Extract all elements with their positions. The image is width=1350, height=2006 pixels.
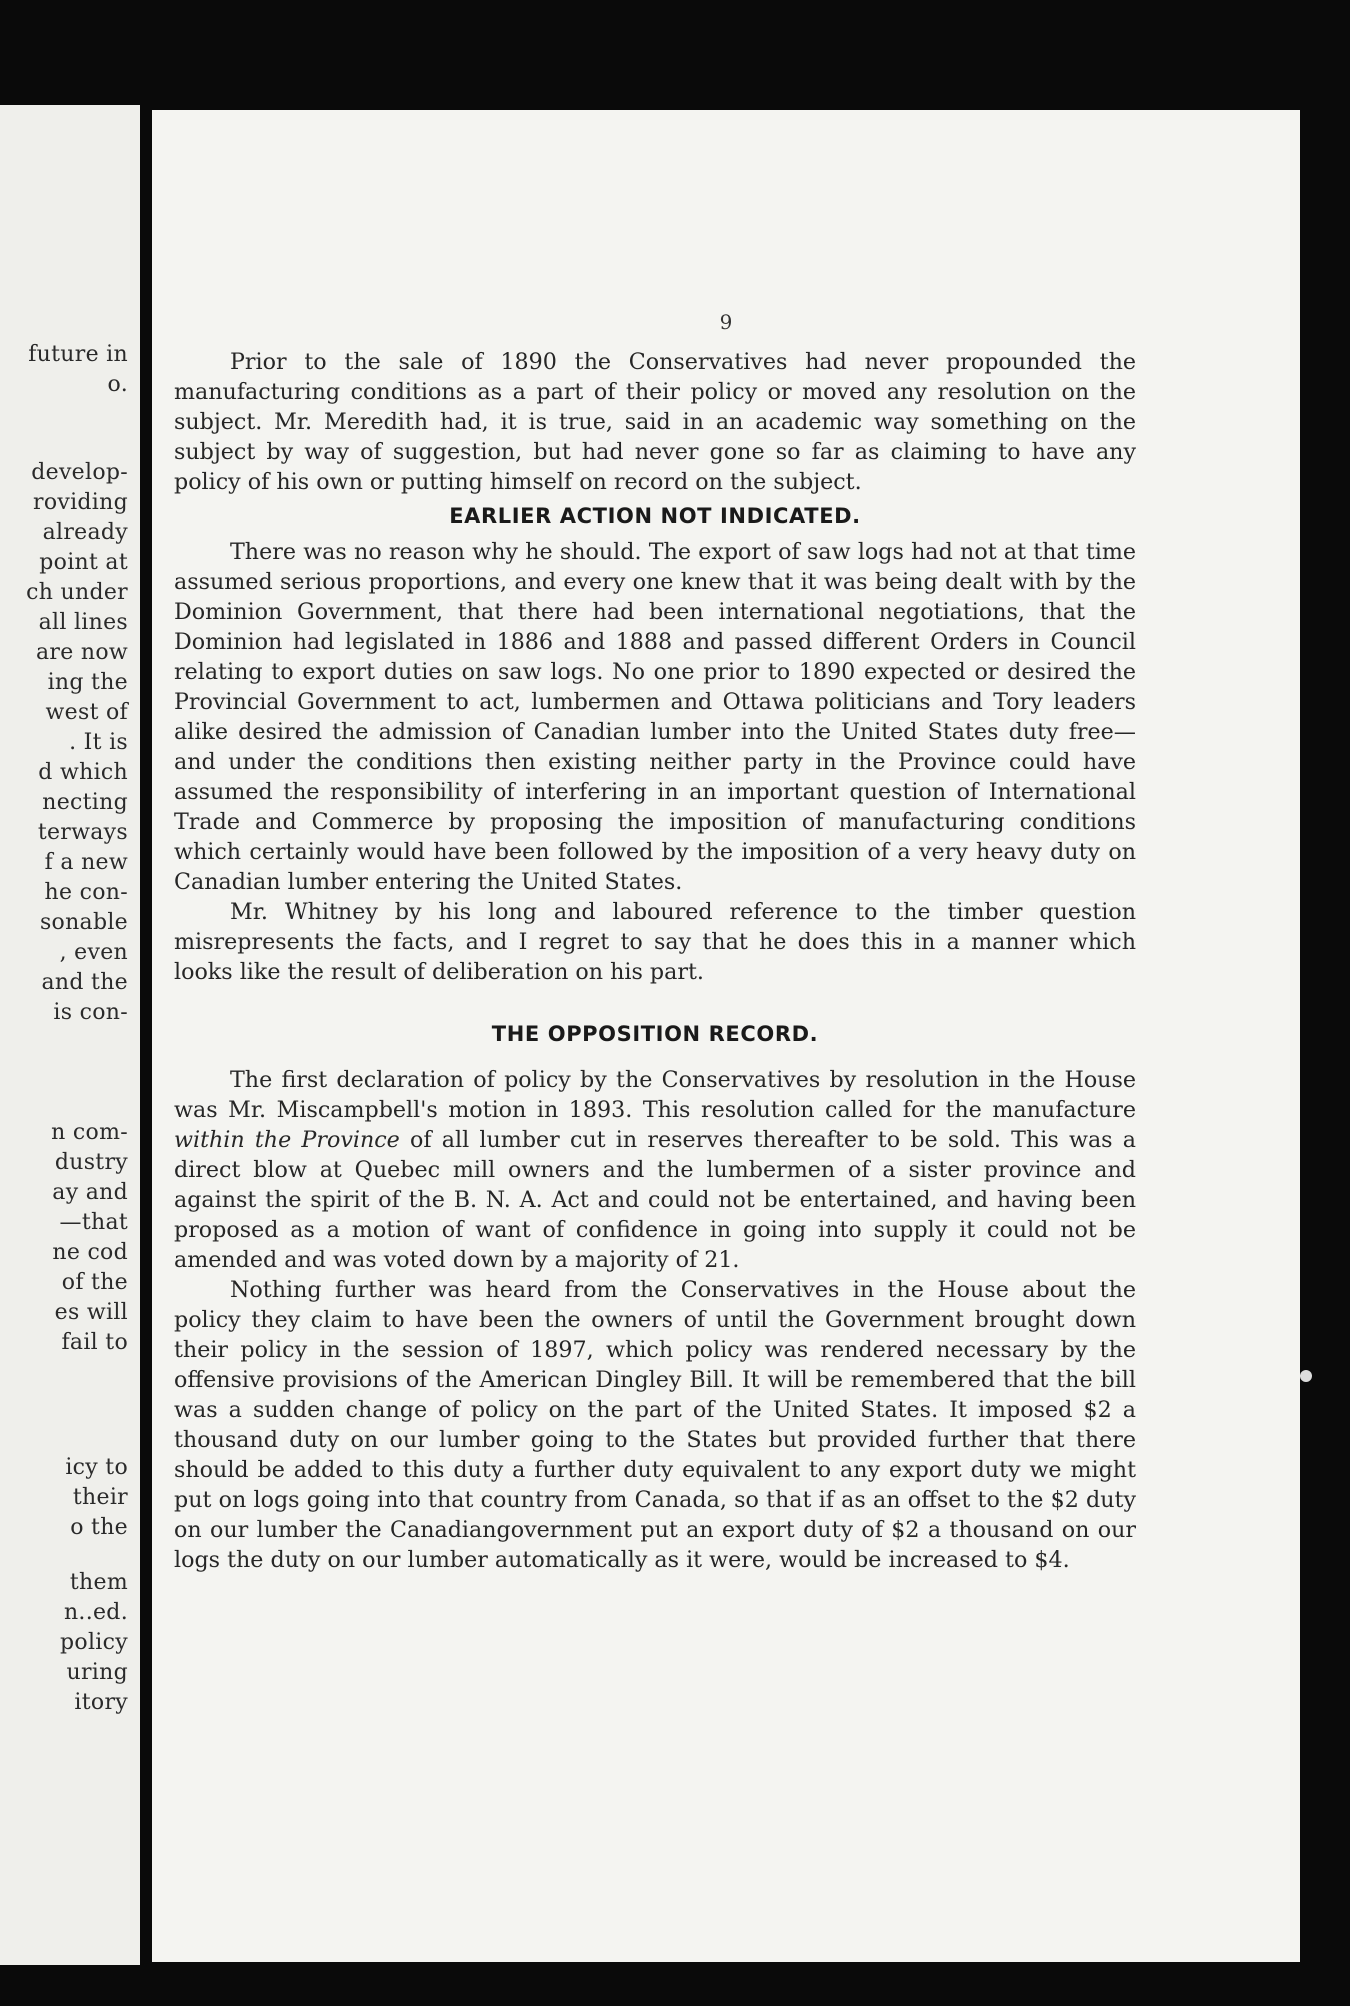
left-text-fragment: policy (60, 1630, 128, 1655)
left-text-fragment: fail to (61, 1330, 128, 1355)
left-text-fragment: is con- (53, 1000, 128, 1025)
paragraph: Prior to the sale of 1890 the Conservatives had never propounded the manufacturing conditions as a part of their policy or moved any resolution on the subject. Mr. Meredith had, it is true, said in an academic way something on the subject by way of suggestion, but had never gone so far as claiming to have any policy of his own or putting himself on record on the subject. (174, 349, 1136, 495)
left-text-fragment: ne cod (52, 1240, 128, 1265)
left-text-fragment: already (42, 520, 128, 545)
left-text-fragment: o. (107, 372, 128, 397)
italic-emphasis: within the Province (174, 1127, 400, 1153)
left-text-fragment: of the (61, 1270, 128, 1295)
left-text-fragment: n..ed. (63, 1600, 128, 1625)
paragraph (174, 1065, 1136, 1275)
left-text-fragment: terways (37, 820, 128, 845)
left-text-fragment: point at (39, 550, 128, 575)
document-page (152, 110, 1300, 1962)
left-text-fragment: west of (45, 700, 128, 725)
left-text-fragment: uring (66, 1660, 128, 1685)
paragraph: Nothing further was heard from the Conservatives in the House about the policy they claim to have been the owners of until the Government brought down their policy in the session of 1897, which policy was rendered necessary by the offensive provisions of the American Dingley Bill. It will be remembered that the bill was a sudden change of policy on the part of the United States. It imposed $2 a thousand duty on our lumber going to the States but provided further that there should be added to this duty a further duty equivalent to any export duty we might put on logs going into that country from Canada, so that if as an offset to the $2 duty on our lumber the Canadiangovernment put an export duty of $2 a thousand on our logs the duty on our lumber automatically as it were, would be increased to $4. (174, 1277, 1136, 1573)
left-text-fragment: n com- (51, 1120, 128, 1145)
body-text (174, 347, 1136, 1575)
left-text-fragment: —that (59, 1210, 128, 1235)
scan-mark (1300, 1370, 1312, 1382)
left-text-fragment: d which (38, 760, 128, 785)
paragraph: Mr. Whitney by his long and laboured reference to the timber question misrepresents the facts, and I regret to say that he does this in a manner which looks like the result of deliberation on his part. (174, 899, 1136, 985)
left-text-fragment: and the (41, 970, 128, 995)
left-text-fragment: dustry (54, 1150, 128, 1175)
left-text-fragment: sonable (39, 910, 128, 935)
left-text-fragment: , even (59, 940, 128, 965)
left-page-fragment (0, 105, 140, 1965)
paragraph: There was no reason why he should. The export of saw logs had not at that time assumed serious proportions, and every one knew that it was being dealt with by the Dominion Government, that there had been international negotiations, that the Dominion had legislated in 1886 and 1888 and passed different Orders in Council relating to export duties on saw logs. No one prior to 1890 expected or desired the Provincial Government to act, lumbermen and Ottawa politicians and Tory leaders alike desired the admission of Canadian lumber into the United States duty free—and under the conditions then existing neither party in the Province could have assumed the responsibility of interfering in an important question of International Trade and Commerce by proposing the imposition of manufacturing conditions which certainly would have been followed by the imposition of a very heavy duty on Canadian lumber entering the United States. (174, 539, 1136, 895)
paragraph-text: The first declaration of policy by the Conservatives by resolution in the House was Mr. Miscampbell's motion in 1893. This resolution called for the manufacture (174, 1067, 1136, 1123)
left-text-fragment: . It is (69, 730, 128, 755)
left-text-fragment: f a new (44, 850, 128, 875)
left-text-fragment: ing the (47, 670, 128, 695)
page-number: 9 (719, 310, 733, 334)
left-text-fragment: ay and (52, 1180, 128, 1205)
left-text-fragment: roviding (33, 490, 128, 515)
paragraph-text: of all lumber cut in reserves thereafter to be sold. This was a direct blow at Quebec mill owners and the lumbermen of a sister province and against the spirit of the B. N. A. Act and could not be entertained, and having been proposed as a motion of want of confidence in going into supply it could not be amended and was voted down by a majority of 21. (174, 1127, 1136, 1273)
left-text-fragment: all lines (38, 610, 128, 635)
left-text-fragment: their (72, 1485, 128, 1510)
left-text-fragment: o the (70, 1515, 128, 1540)
left-text-fragment: develop- (31, 460, 128, 485)
left-text-fragment: itory (74, 1690, 128, 1715)
left-text-fragment: ch under (26, 580, 128, 605)
left-text-fragment: es will (54, 1300, 128, 1325)
section-heading: EARLIER ACTION NOT INDICATED. (449, 504, 861, 528)
left-text-fragment: them (69, 1570, 128, 1595)
left-text-fragment: necting (42, 790, 128, 815)
left-text-fragment: he con- (44, 880, 128, 905)
section-heading: THE OPPOSITION RECORD. (491, 1022, 819, 1046)
left-text-fragment: are now (36, 640, 128, 665)
left-text-fragment: future in (28, 342, 128, 367)
left-text-fragment: icy to (65, 1455, 128, 1480)
